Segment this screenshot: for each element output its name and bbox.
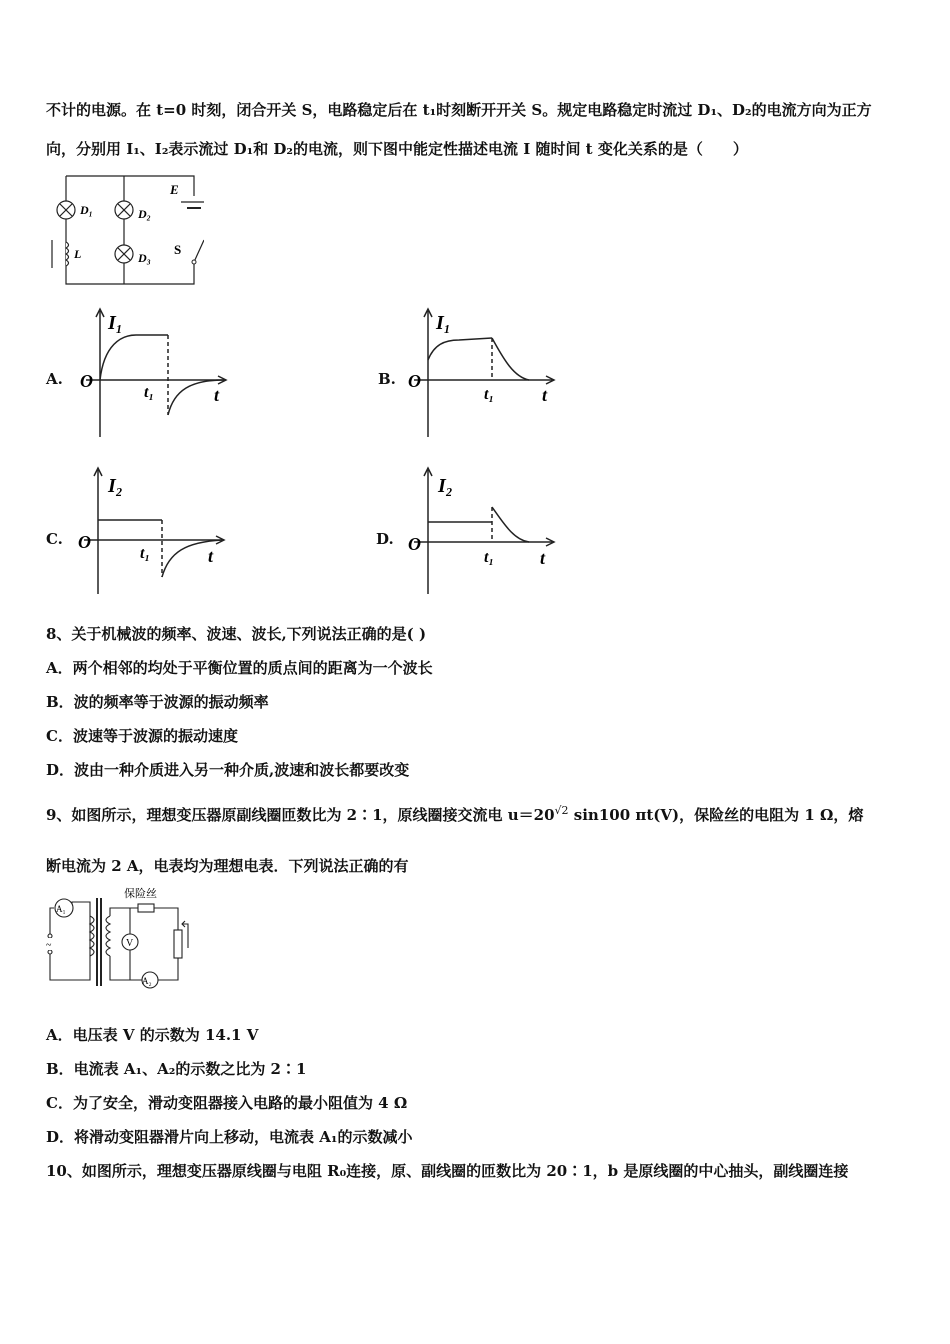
q7-option-a-label: A. xyxy=(46,370,63,388)
q9-stem-line1 xyxy=(46,800,910,826)
q9-option-d: D．将滑动变阻器滑片向上移动，电流表 A₁的示数减小 xyxy=(46,1128,413,1146)
q7-option-c-label: C. xyxy=(46,530,63,548)
graph-c-ylabel: I₂ xyxy=(108,475,123,497)
q8-option-d: D．波由一种介质进入另一种介质,波速和波长都要改变 xyxy=(46,761,410,779)
label-L: L xyxy=(74,247,82,261)
label-V: V xyxy=(126,938,134,949)
rheostat xyxy=(174,930,182,958)
q7-graph-a xyxy=(76,305,256,440)
fuse-resistor xyxy=(138,904,154,912)
label-D3: D₃ xyxy=(138,251,151,265)
graph-b-ylabel: I₁ xyxy=(436,312,451,334)
q9-option-a: A．电压表 V 的示数为 14.1 V xyxy=(46,1026,259,1044)
q7-graph-c xyxy=(74,462,254,597)
q9-transformer-circuit xyxy=(42,886,202,996)
q9-stem-part1: 9、如图所示，理想变压器原副线圈匝数比为 2∶1，原线圈接交流电 u＝20 xyxy=(46,806,555,824)
q8-stem: 8、关于机械波的频率、波速、波长,下列说法正确的是( ) xyxy=(46,625,427,643)
graph-d-t: t xyxy=(540,548,546,568)
label-A1: A₁ xyxy=(56,904,66,914)
q9-sqrt2: √2 xyxy=(554,804,569,817)
label-E: E xyxy=(170,182,179,197)
graph-a-t1: t₁ xyxy=(144,384,155,401)
q8-option-b: B．波的频率等于波源的振动频率 xyxy=(46,693,269,711)
q8-option-c: C．波速等于波源的振动速度 xyxy=(46,727,238,745)
graph-a-ylabel: I₁ xyxy=(108,312,123,334)
graph-d-t1: t₁ xyxy=(484,549,495,566)
graph-c-t1: t₁ xyxy=(140,545,151,562)
q7-circuit-diagram xyxy=(44,172,204,287)
graph-c-origin: O xyxy=(78,532,91,552)
graph-b-t1: t₁ xyxy=(484,386,495,403)
q8-option-a: A．两个相邻的均处于平衡位置的质点间的距离为一个波长 xyxy=(46,659,433,677)
label-A2: A₂ xyxy=(142,976,152,986)
q9-stem-part2: sin100 πt(V)，保险丝的电阻为 1 Ω，熔 xyxy=(568,806,864,824)
q7-stem-line2: 向，分别用 I₁、I₂表示流过 D₁和 D₂的电流，则下图中能定性描述电流 I 随时间 t 变化关系的是（ ） xyxy=(46,140,748,158)
q9-stem-line2: 断电流为 2 A，电表均为理想电表．下列说法正确的有 xyxy=(46,857,409,875)
q7-option-d-label: D. xyxy=(376,530,394,548)
graph-d-origin: O xyxy=(408,534,421,554)
q9-option-b: B．电流表 A₁、A₂的示数之比为 2∶1 xyxy=(46,1060,307,1078)
label-D1: D₁ xyxy=(80,203,93,217)
label-D2: D₂ xyxy=(138,207,151,221)
q7-graph-d xyxy=(404,462,584,597)
graph-b-t: t xyxy=(542,385,548,405)
graph-a-origin: O xyxy=(80,371,93,391)
label-fuse: 保险丝 xyxy=(124,888,157,900)
graph-a-t: t xyxy=(214,385,220,405)
graph-c-t: t xyxy=(208,546,214,566)
q10-stem: 10、如图所示，理想变压器原线圈与电阻 R₀连接，原、副线圈的匝数比为 20∶1，b 是原线圈的中心抽头，副线圈连接 xyxy=(46,1162,849,1180)
q7-stem-line1: 不计的电源。在 t=0 时刻，闭合开关 S，电路稳定后在 t₁时刻断开开关 S。规定电路稳定时流过 D₁、D₂的电流方向为正方 xyxy=(46,101,872,119)
graph-b-origin: O xyxy=(408,371,421,391)
q7-graph-b xyxy=(404,305,584,440)
label-S: S xyxy=(174,242,182,257)
q7-option-b-label: B. xyxy=(378,370,396,388)
ac-source-symbol: ~ xyxy=(46,940,52,951)
q9-option-c: C．为了安全，滑动变阻器接入电路的最小阻值为 4 Ω xyxy=(46,1094,408,1112)
graph-d-ylabel: I₂ xyxy=(438,475,453,497)
